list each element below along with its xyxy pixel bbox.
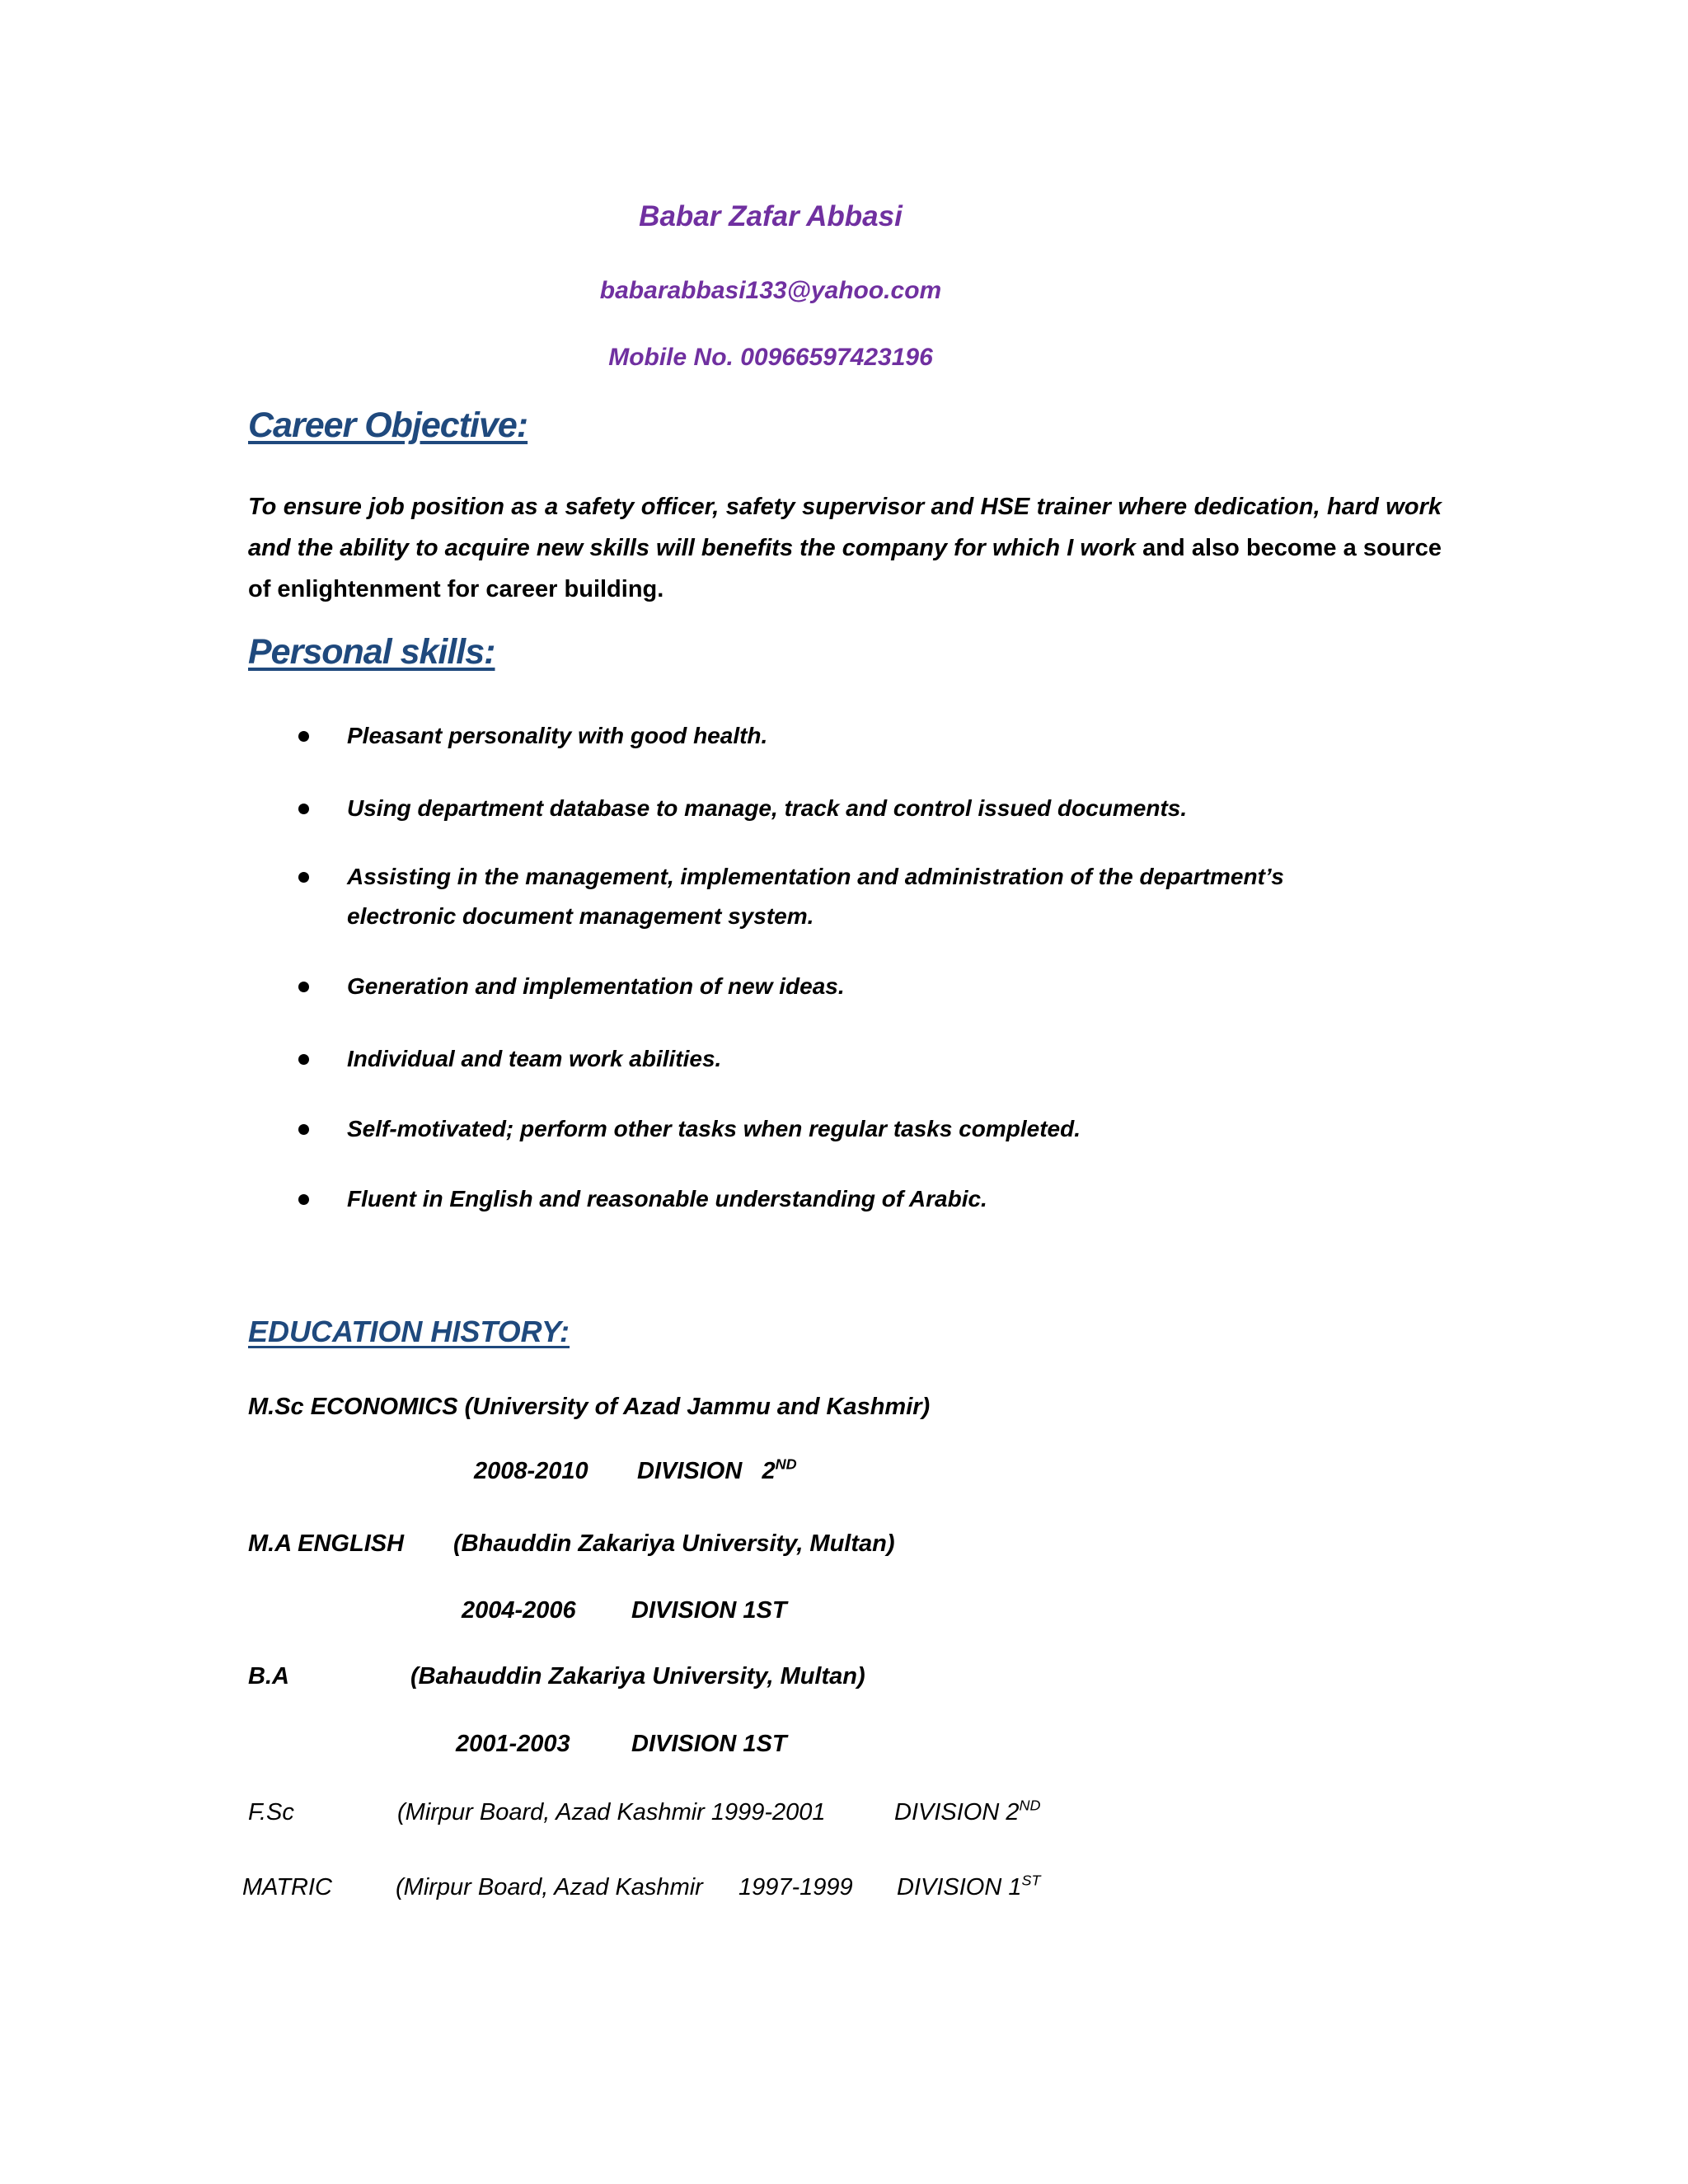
ma-division: DIVISION 1ST (631, 1597, 787, 1624)
bullet-icon (298, 872, 309, 883)
mobile-number: Mobile No. 00966597423196 (608, 344, 933, 371)
skill-text: Pleasant personality with good health. (347, 723, 768, 748)
skill-text: electronic document management system. (347, 903, 814, 929)
skill-text: Using department database to manage, track and control issued documents. (347, 795, 1188, 821)
fsc-institution: (Mirpur Board, Azad Kashmir 1999-2001 (397, 1799, 826, 1825)
bullet-icon (298, 1054, 309, 1065)
matric-years: 1997-1999 (738, 1874, 853, 1900)
ba-years: 2001-2003 (456, 1731, 570, 1757)
ma-institution: (Bhauddin Zakariya University, Multan) (453, 1530, 895, 1557)
fsc-degree: F.Sc (248, 1799, 294, 1825)
education-history-heading: EDUCATION HISTORY: (248, 1315, 570, 1348)
skill-text: Assisting in the management, implementation and administration of the department’s (347, 864, 1284, 889)
ba-degree: B.A (248, 1663, 289, 1690)
ma-degree: M.A ENGLISH (248, 1530, 405, 1557)
bullet-icon (298, 731, 309, 742)
candidate-name: Babar Zafar Abbasi (639, 200, 903, 232)
msc-division: DIVISION 2ND (637, 1455, 797, 1484)
bullet-icon (298, 804, 309, 814)
bullet-icon (298, 1124, 309, 1135)
career-objective-text (248, 486, 1442, 610)
bullet-icon (298, 1194, 309, 1205)
matric-degree: MATRIC (242, 1874, 333, 1900)
skill-text: Self-motivated; perform other tasks when regular tasks completed. (347, 1116, 1081, 1141)
skill-text: Fluent in English and reasonable understanding of Arabic. (347, 1186, 987, 1212)
msc-years: 2008-2010 (474, 1458, 588, 1484)
skill-text: Generation and implementation of new ideas. (347, 973, 845, 999)
personal-skills-heading: Personal skills: (248, 632, 495, 672)
ba-institution: (Bahauddin Zakariya University, Multan) (410, 1663, 865, 1690)
ma-years: 2004-2006 (462, 1597, 576, 1624)
objective-italic-text: To ensure job position as a safety officer, safety supervisor and HSE trainer where dedication, hard work and the ability to acquire new skills will benefits the company for which I work (248, 494, 1442, 561)
matric-division: DIVISION 1ST (897, 1872, 1041, 1900)
objective-plain-text: and also become a source of enlightenment for career building. (248, 535, 1442, 602)
career-objective-heading: Career Objective: (248, 405, 528, 445)
skill-text: Individual and team work abilities. (347, 1046, 722, 1071)
fsc-division: DIVISION 2ND (894, 1797, 1041, 1825)
email-address: babarabbasi133@yahoo.com (599, 277, 942, 304)
ba-division: DIVISION 1ST (631, 1731, 787, 1757)
bullet-icon (298, 982, 309, 992)
msc-degree: M.Sc ECONOMICS (University of Azad Jammu and Kashmir) (248, 1394, 931, 1420)
matric-institution: (Mirpur Board, Azad Kashmir (396, 1874, 703, 1900)
